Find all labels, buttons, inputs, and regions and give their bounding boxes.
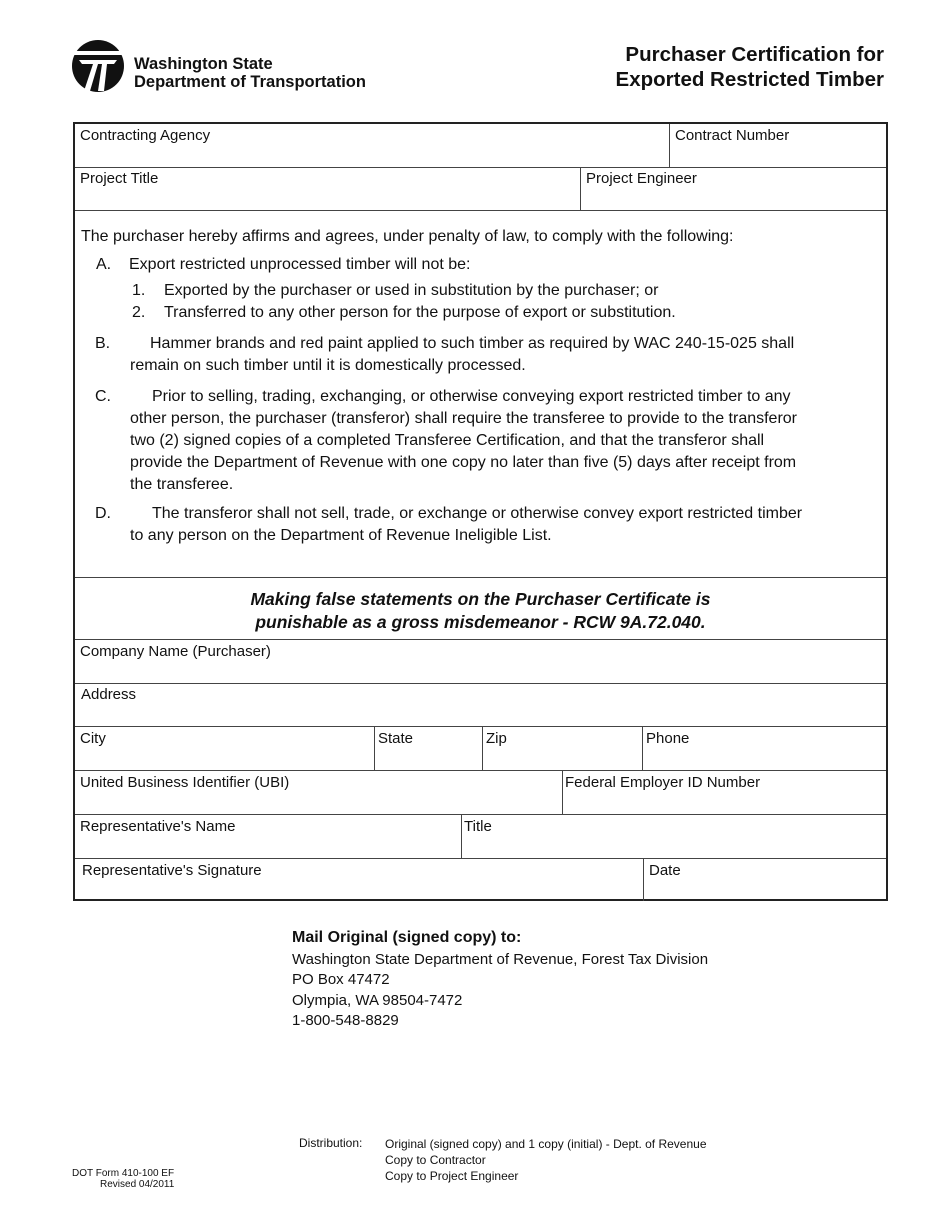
- city-label: City: [80, 730, 106, 747]
- item-a-letter: A.: [96, 256, 112, 273]
- mailing-instructions: [292, 928, 708, 1032]
- wsdot-logo: [71, 39, 401, 95]
- item-d-letter: D.: [95, 505, 111, 522]
- mail-heading: Mail Original (signed copy) to:: [292, 929, 522, 946]
- project-engineer-label: Project Engineer: [586, 170, 697, 187]
- item-a-text: Export restricted unprocessed timber will not be:: [129, 256, 471, 273]
- fein-label: Federal Employer ID Number: [565, 774, 761, 791]
- phone-field[interactable]: [642, 727, 886, 770]
- project-title-field[interactable]: [75, 167, 580, 210]
- contract-number-label: Contract Number: [675, 127, 790, 144]
- date-label: Date: [649, 862, 681, 879]
- item-b-letter: B.: [95, 335, 111, 352]
- distribution-label: Distribution:: [299, 1136, 363, 1150]
- item-c-line4: provide the Department of Revenue with one copy no later than five (5) days after receipt from: [130, 454, 797, 471]
- distribution-list: Original (signed copy) and 1 copy (initial) - Dept. of Revenue Copy to Contractor Copy to Project Engineer: [385, 1137, 707, 1183]
- address-label: Address: [81, 686, 137, 703]
- organization-name: Washington State Department of Transportation: [134, 55, 366, 91]
- item-c-line5: the transferee.: [130, 476, 234, 493]
- rep-signature-label: Representative's Signature: [82, 862, 262, 879]
- phone-label: Phone: [646, 730, 690, 747]
- item-d-line1: The transferor shall not sell, trade, or exchange or otherwise convey export restricted timber: [152, 505, 803, 522]
- item-d-line2: to any person on the Department of Revenue Ineligible List.: [130, 527, 552, 544]
- item-a1-text: Exported by the purchaser or used in substitution by the purchaser; or: [164, 282, 659, 299]
- zip-field[interactable]: [482, 727, 642, 770]
- address-field[interactable]: [75, 683, 886, 726]
- company-name-label: Company Name (Purchaser): [80, 643, 271, 660]
- rep-name-field[interactable]: [75, 815, 461, 858]
- project-engineer-field[interactable]: [580, 167, 886, 210]
- form-identifier: DOT Form 410-100 EF Revised 04/2011: [72, 1168, 175, 1190]
- project-title-label: Project Title: [80, 170, 159, 187]
- title-label: Title: [464, 818, 492, 835]
- intro-text: The purchaser hereby affirms and agrees, under penalty of law, to comply with the following:: [81, 228, 734, 245]
- item-b-line2: remain on such timber until it is domestically processed.: [130, 357, 526, 374]
- row-address: [75, 683, 886, 727]
- ubi-label: United Business Identifier (UBI): [80, 774, 290, 791]
- city-field[interactable]: [75, 727, 374, 770]
- fein-field[interactable]: [562, 771, 886, 814]
- certification-form: [73, 122, 888, 901]
- row-signature: [75, 859, 886, 901]
- ubi-field[interactable]: [75, 771, 562, 814]
- row-ubi: [75, 771, 886, 815]
- mail-line: 1-800-548-8829: [292, 1012, 399, 1029]
- state-label: State: [378, 730, 414, 747]
- row-project: [75, 167, 886, 211]
- mail-line: Washington State Department of Revenue, Forest Tax Division: [292, 950, 709, 968]
- mail-line: PO Box 47472: [292, 971, 390, 988]
- wsdot-logo-icon: [71, 39, 125, 93]
- contracting-agency-field[interactable]: [75, 124, 669, 167]
- item-c-line2: other person, the purchaser (transferor) shall require the transferee to provide to the transferor: [130, 410, 798, 427]
- document-title: Purchaser Certification for Exported Restricted Timber: [615, 43, 884, 91]
- item-c-line3: two (2) signed copies of a completed Transferee Certification, and that the transferor shall: [130, 432, 765, 449]
- item-c-letter: C.: [95, 388, 111, 405]
- title-field[interactable]: [461, 815, 886, 858]
- zip-label: Zip: [486, 730, 507, 747]
- item-a2-text: Transferred to any other person for the purpose of export or substitution.: [164, 304, 676, 321]
- mail-line: Olympia, WA 98504-7472: [292, 991, 463, 1009]
- company-name-field[interactable]: [75, 640, 886, 683]
- item-c-line1: Prior to selling, trading, exchanging, or otherwise conveying export restricted timber to any: [152, 388, 791, 405]
- row-city: [75, 727, 886, 771]
- date-field[interactable]: [643, 859, 886, 901]
- rep-signature-field[interactable]: [75, 859, 643, 901]
- item-a2-number: 2.: [132, 304, 146, 321]
- row-company: [75, 639, 886, 684]
- row-agency: [75, 124, 886, 168]
- row-representative: [75, 815, 886, 859]
- state-field[interactable]: [374, 727, 482, 770]
- contract-number-field[interactable]: [669, 124, 886, 167]
- rep-name-label: Representative's Name: [80, 818, 236, 835]
- item-a1-number: 1.: [132, 282, 146, 299]
- item-b-line1: Hammer brands and red paint applied to such timber as required by WAC 240-15-025 shall: [150, 335, 795, 352]
- legal-warning: Making false statements on the Purchaser Certificate is punishable as a gross misdemeanor - RCW 9A.72.040.: [250, 589, 711, 632]
- contracting-agency-label: Contracting Agency: [80, 127, 211, 144]
